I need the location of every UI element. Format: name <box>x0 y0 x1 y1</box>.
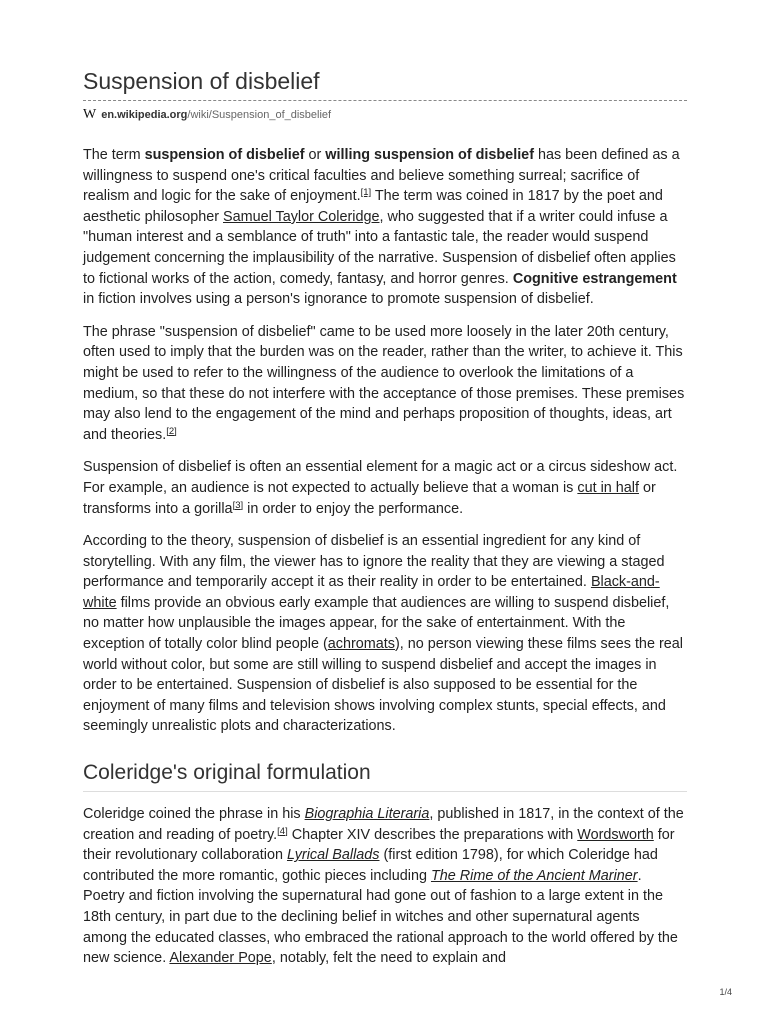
link-samuel-taylor-coleridge[interactable]: Samuel Taylor Coleridge <box>223 208 380 225</box>
section-divider <box>83 791 687 792</box>
title-divider <box>83 100 687 101</box>
paragraph-4: According to the theory, suspension of disbelief is an essential ingredient for any kind of storytelling. With any film, the viewer has to ignore the reality that they are viewing a staged performance and temporarily accept it as their reality in order to be entertained. Black-and-white films provide an obvious early example that audiences are willing to suspend disbelief, no matter how unplausible the images appear, for the sake of entertainment. With the exception of totally color blind people (achromats), no person viewing these films sees the real world without color, but some are still willing to suspend disbelief and accept the images in order to be entertained. Suspension of disbelief is also supposed to be essential for the enjoyment of many films and television shows involving complex stunts, special effects, and seemingly unrealistic plots and characterizations. <box>83 533 683 735</box>
link-achromats[interactable]: achromats <box>327 636 395 653</box>
document-page <box>83 66 687 981</box>
ref-link-3[interactable]: [3] <box>232 499 244 511</box>
ref-link-1[interactable]: [1] <box>360 187 372 199</box>
source-path: /wiki/Suspension_of_disbelief <box>187 109 332 121</box>
paragraph-5: Coleridge coined the phrase in his Biographia Literaria, published in 1817, in the context of the creation and reading of poetry.[4] Chapter XIV describes the preparations with Wordsworth for their revolutionary collaboration Lyrical Ballads (first edition 1798), for which Coleridge had contributed the more romantic, gothic pieces including The Rime of the Ancient Mariner. Poetry and fiction involving the supernatural had gone out of fashion to a large extent in the 18th century, in part due to the declining belief in witches and other supernatural agents among the educated classes, who embraced the rational approach to the world offered by the new science. Alexander Pope, notably, felt the need to explain and <box>83 806 684 967</box>
link-alexander-pope[interactable]: Alexander Pope <box>169 950 272 967</box>
link-biographia-literaria[interactable]: Biographia Literaria <box>304 806 430 823</box>
ref-link-4[interactable]: [4] <box>277 825 288 837</box>
ref-link-2[interactable]: [2] <box>166 425 177 437</box>
link-lyrical-ballads[interactable]: Lyrical Ballads <box>286 847 380 864</box>
source-line <box>83 107 687 123</box>
paragraph-3: Suspension of disbelief is often an essential element for a magic act or a circus sideshow act. For example, an audience is not expected to actually believe that a woman is cut in half or transforms into a gorilla[3] in order to enjoy the performance. <box>83 459 678 517</box>
link-black-and-white[interactable]: Black-and-white <box>83 574 660 611</box>
paragraph-2: The phrase "suspension of disbelief" came to be used more loosely in the later 20th century, often used to imply that the burden was on the reader, rather than the writer, to achieve it. This might be used to refer to the willingness of the audience to overlook the limitations of a medium, so that these do not interfere with the acceptance of those premises. These premises may also lend to the engagement of the mind and perhaps proposition of thoughts, ideas, art and theories.[2] <box>83 323 685 443</box>
page-title: Suspension of disbelief <box>83 68 320 94</box>
article-body <box>83 145 687 969</box>
page-number: 1/4 <box>719 987 732 997</box>
section-heading: Coleridge's original formulation <box>83 761 371 785</box>
link-cut-in-half[interactable]: cut in half <box>577 479 639 496</box>
link-rime-of-the-ancient-mariner[interactable]: The Rime of the Ancient Mariner <box>430 867 638 884</box>
link-wordsworth[interactable]: Wordsworth <box>577 826 654 843</box>
source-url[interactable] <box>101 109 331 121</box>
paragraph-1: The term suspension of disbelief or willing suspension of disbelief has been defined as a willingness to suspend one's critical faculties and believe something surreal; sacrifice of realism and logic for the sake of enjoyment.[1] The term was coined in 1817 by the poet and aesthetic philosopher Samuel Taylor Coleridge, who suggested that if a writer could infuse a "human interest and a semblance of truth" into a fantastic tale, the reader would suspend judgement concerning the implausibility of the narrative. Suspension of disbelief often applies to fictional works of the action, comedy, fantasy, and horror genres. Cognitive estrangement in fiction involves using a person's ignorance to promote suspension of disbelief. <box>83 147 680 308</box>
source-domain: en.wikipedia.org <box>101 109 188 121</box>
wikipedia-logo-icon: W <box>83 107 97 122</box>
